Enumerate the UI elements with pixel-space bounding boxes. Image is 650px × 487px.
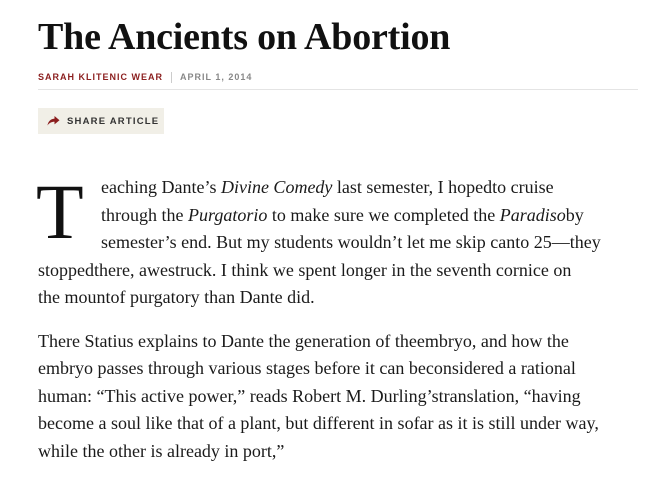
publish-date: APRIL 1, 2014	[180, 72, 253, 82]
header-divider	[38, 89, 638, 90]
share-arrow-icon	[47, 115, 60, 127]
paragraph-2-line-2: embryo passes through various stages before it can beconsidered a rational	[38, 358, 576, 378]
paragraph-2-line-1: There Statius explains to Dante the generation of theembryo, and how the	[38, 330, 569, 351]
share-article-button[interactable]	[38, 108, 164, 134]
paragraph-1-line-3: semester’s end. But my students wouldn’t let me skip canto 25—they	[101, 232, 601, 252]
article-body	[36, 168, 642, 481]
paragraph-2-line-5: while the other is already in port,”	[38, 440, 285, 461]
book-title-purgatorio: Purgatorio	[188, 204, 268, 225]
article-title: The Ancients on Abortion	[38, 16, 451, 58]
book-title-divine-comedy: Divine Comedy	[220, 177, 333, 197]
author-link[interactable]: SARAH KLITENIC WEAR	[38, 72, 163, 82]
paragraph-1-line-4: stoppedthere, awestruck. I think we spent longer in the seventh cornice on	[38, 259, 572, 280]
paragraph-1-line-5: the mountof purgatory than Dante did.	[38, 287, 315, 307]
paragraph-1-line-2: through the Purgatorio to make sure we completed the Paradisoby	[101, 204, 584, 225]
drop-cap: T	[36, 168, 84, 255]
book-title-paradiso: Paradiso	[499, 204, 566, 225]
paragraph-2-line-4: become a soul like that of a plant, but different in sofar as it is still under way,	[38, 413, 599, 433]
paragraph-2-line-3: human: “This active power,” reads Robert M. Durling’stranslation, “having	[38, 385, 581, 406]
share-article-label: SHARE ARTICLE	[67, 115, 160, 127]
byline-divider	[171, 72, 172, 83]
byline	[38, 70, 252, 84]
paragraph-1-line-1: eaching Dante’s Divine Comedy last semester, I hopedto cruise	[101, 177, 554, 197]
paragraph-2	[38, 328, 642, 466]
paragraph-1	[36, 168, 642, 312]
